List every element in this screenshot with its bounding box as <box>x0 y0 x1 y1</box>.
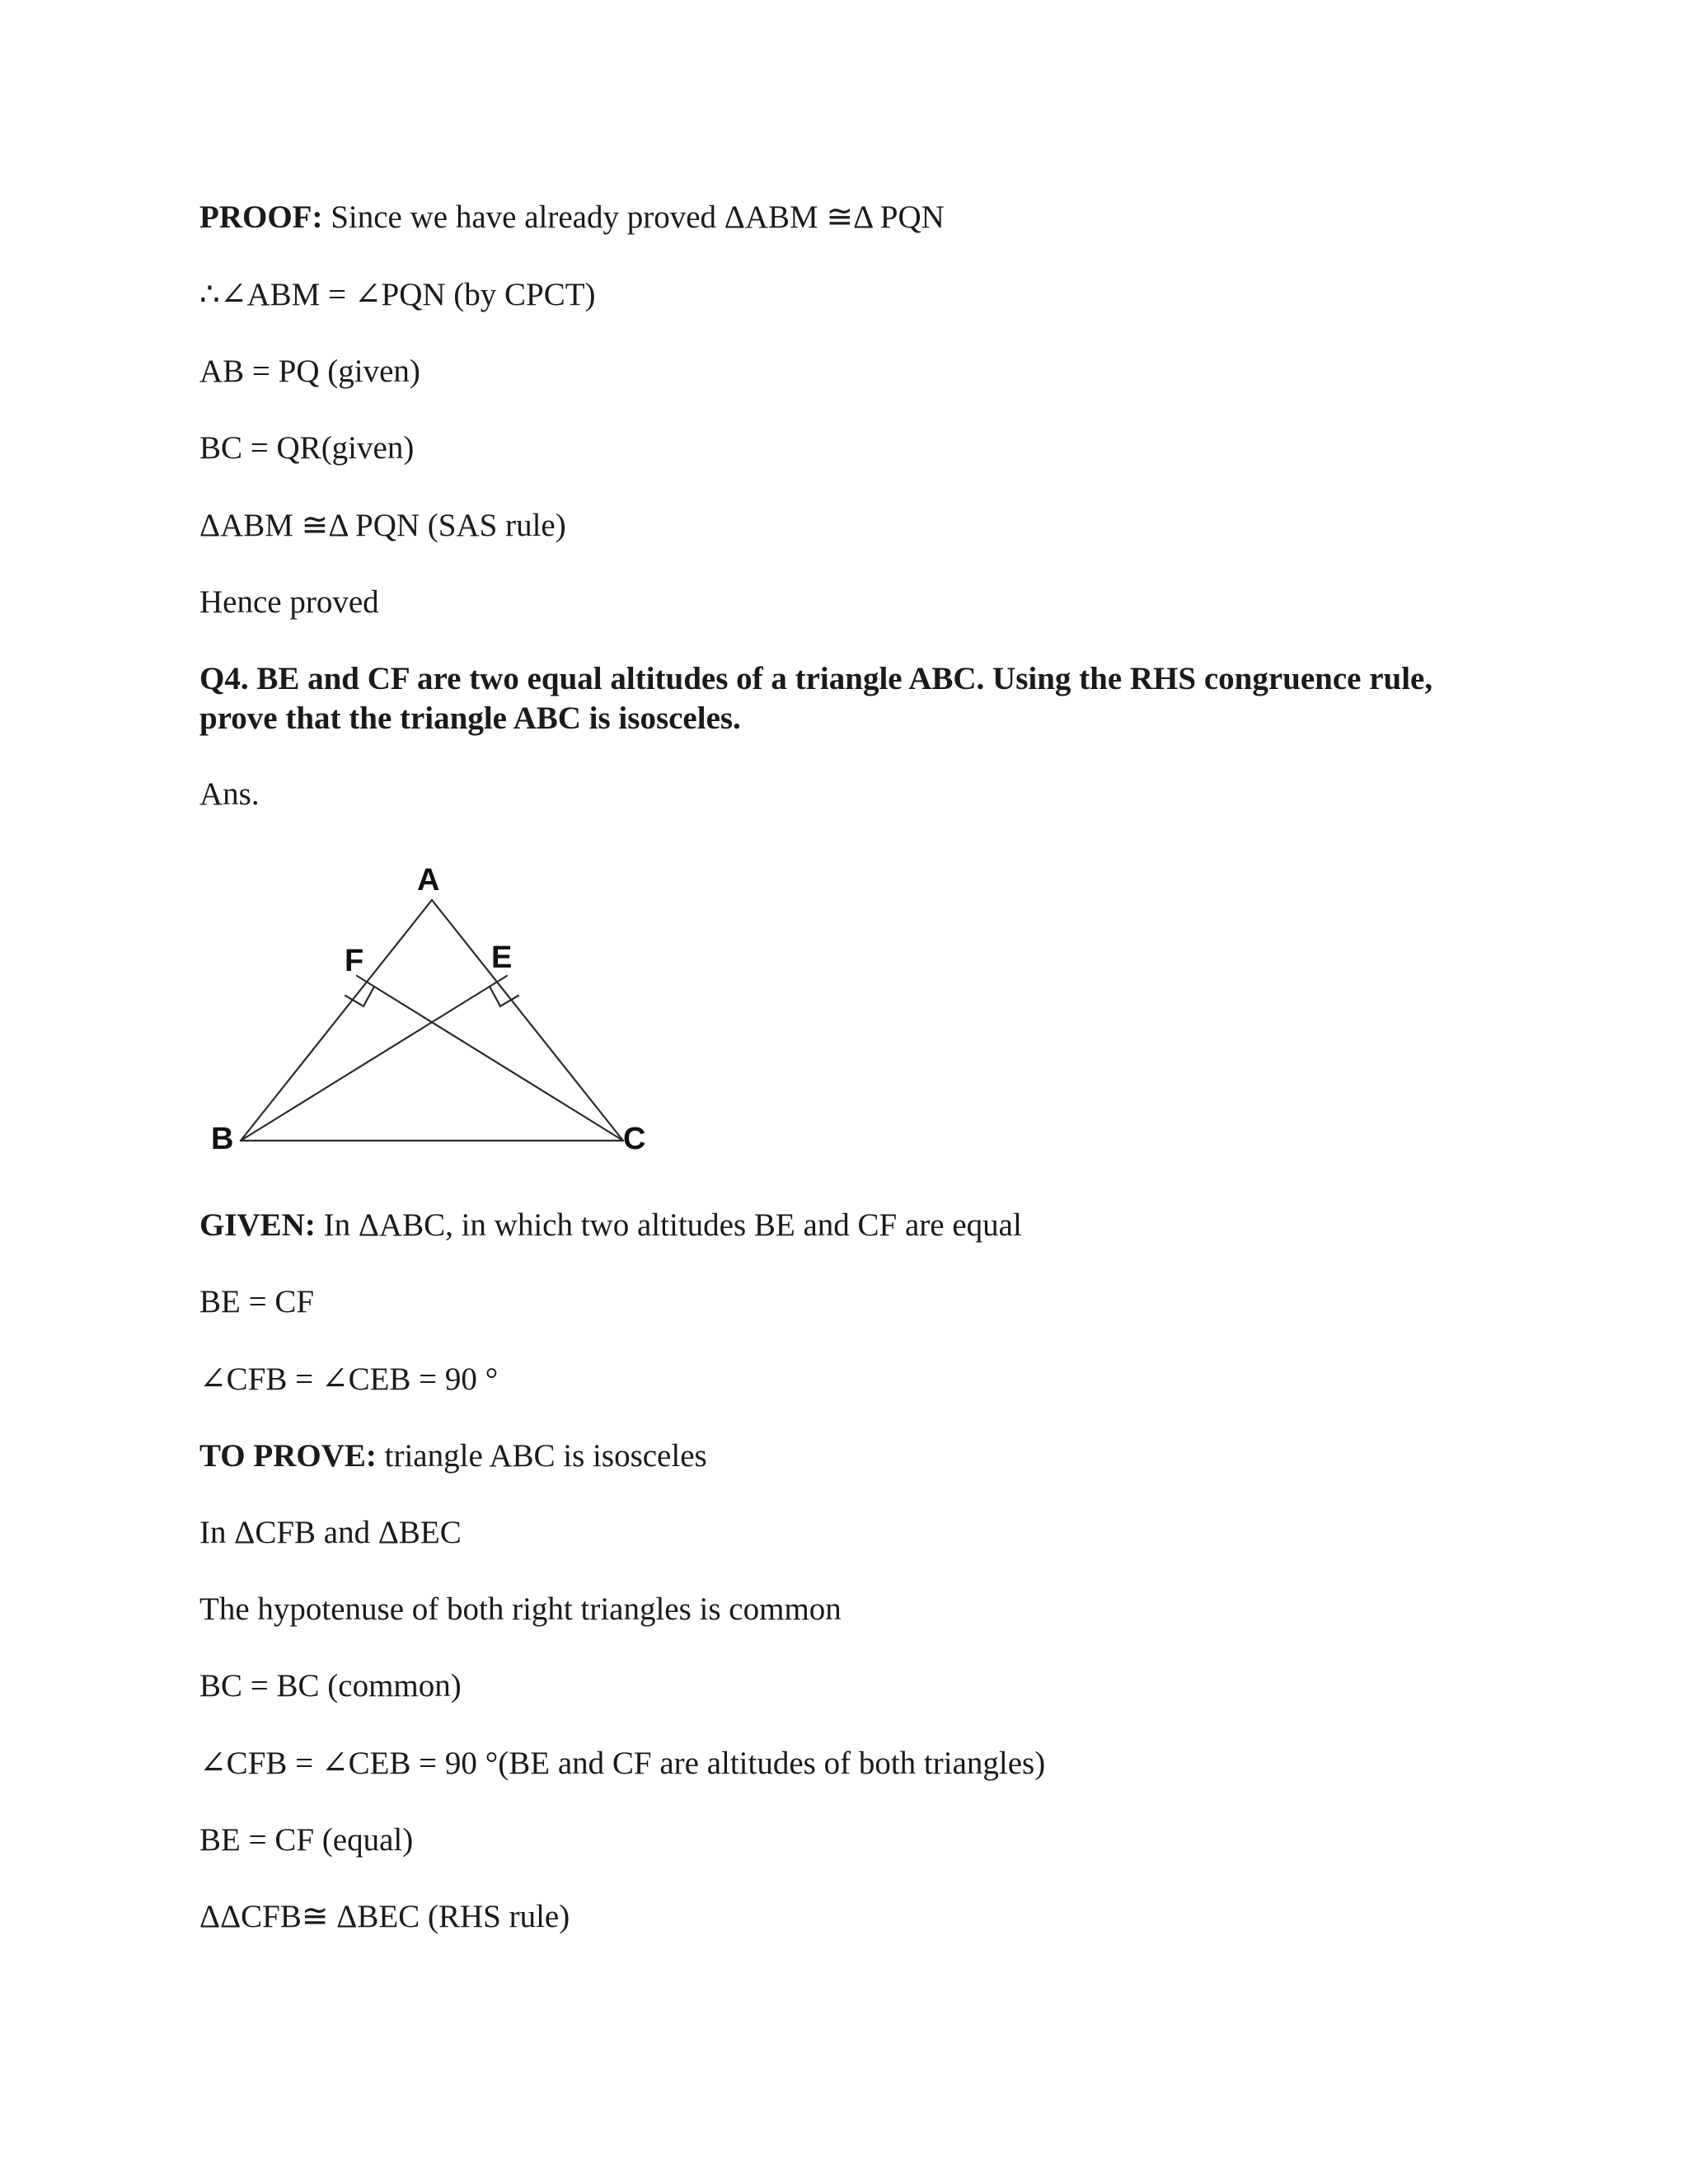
given-line <box>199 1206 1022 1245</box>
answer-label: Ans. <box>199 776 260 812</box>
to-prove-label: TO PROVE: <box>199 1438 377 1474</box>
proof-line-cpct: ∴∠ABM = ∠PQN (by CPCT) <box>199 277 596 312</box>
side-ac <box>432 900 623 1141</box>
proof-line-ab-pq: AB = PQ (given) <box>199 354 420 389</box>
to-prove-text: triangle ABC is isosceles <box>376 1438 707 1474</box>
proof-text: Since we have already proved ΔABM ≅Δ PQN <box>322 199 945 235</box>
vertex-label-b: B <box>211 1122 234 1156</box>
solution-hypotenuse: The hypotenuse of both right triangles is common <box>199 1591 842 1627</box>
proof-line-hence-proved: Hence proved <box>199 584 379 620</box>
proof-label: PROOF: <box>199 199 323 235</box>
solution-rhs-rule: ΔΔCFB≅ ΔBEC (RHS rule) <box>199 1899 570 1934</box>
proof-line-bc-qr: BC = QR(given) <box>199 430 415 466</box>
given-right-angles: ∠CFB = ∠CEB = 90 ° <box>199 1361 499 1397</box>
solution-triangles: In ΔCFB and ΔBEC <box>199 1515 462 1550</box>
altitude-cf <box>357 976 623 1141</box>
proof-line-sas: ΔABM ≅Δ PQN (SAS rule) <box>199 508 566 543</box>
vertex-label-a: A <box>417 863 440 898</box>
vertex-label-c: C <box>623 1122 646 1156</box>
given-be-cf: BE = CF <box>199 1284 315 1319</box>
given-label: GIVEN: <box>199 1207 316 1243</box>
triangle-figure <box>199 857 661 1162</box>
vertex-label-e: E <box>491 940 513 975</box>
solution-bc-common: BC = BC (common) <box>199 1668 462 1704</box>
solution-right-angles: ∠CFB = ∠CEB = 90 °(BE and CF are altitudes of both triangles) <box>199 1746 1046 1781</box>
vertex-label-f: F <box>345 944 364 978</box>
triangle-diagram <box>199 857 661 1162</box>
solution-be-cf: BE = CF (equal) <box>199 1822 414 1858</box>
altitude-be <box>241 976 507 1141</box>
given-text: In ΔABC, in which two altitudes BE and CF are equal <box>315 1207 1022 1243</box>
proof-heading-line <box>199 198 945 237</box>
to-prove-line <box>199 1436 707 1476</box>
side-ab <box>241 900 432 1141</box>
question-q4: Q4. BE and CF are two equal altitudes of a triangle ABC. Using the RHS congruence rule, prove that the triangle ABC is isosceles. <box>199 661 1433 736</box>
